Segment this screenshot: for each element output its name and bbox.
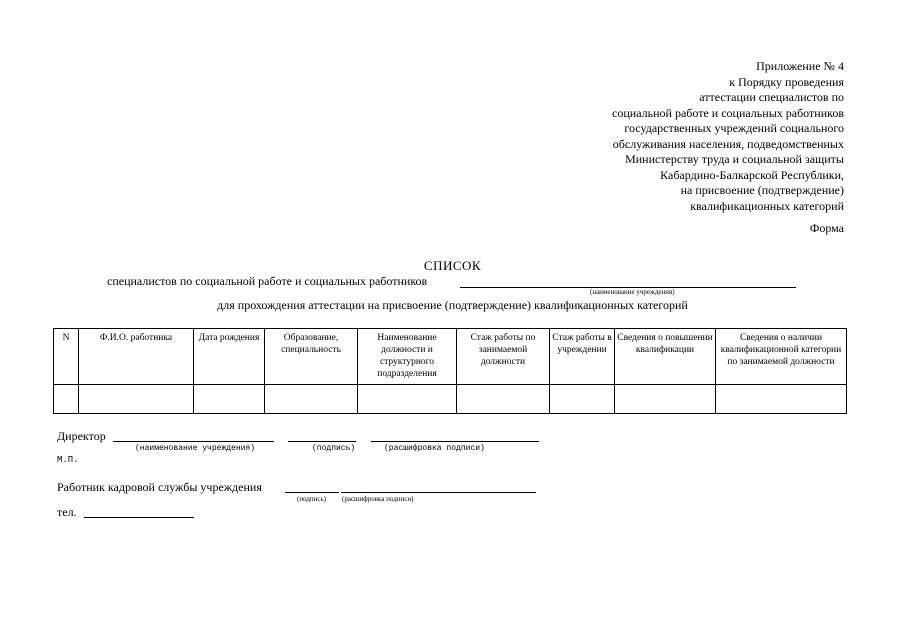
appendix-line: социальной работе и социальных работников <box>612 105 844 120</box>
subtitle-line-2: для прохождения аттестации на присвоение (подтверждение) квалификационных категорий <box>217 298 688 312</box>
table-cell[interactable] <box>194 385 265 414</box>
appendix-line: государственных учреждений социального <box>624 121 844 135</box>
table-cell[interactable] <box>615 385 716 414</box>
header-number: N <box>54 329 79 385</box>
hr-decode-caption: (расшифровка подписи) <box>342 495 414 503</box>
appendix-line: обслуживания населения, подведомственных <box>612 136 844 151</box>
appendix-header <box>504 59 844 214</box>
header-full-name: Ф.И.О. работника <box>79 329 194 385</box>
header-birth-date: Дата рождения <box>194 329 265 385</box>
table-cell[interactable] <box>79 385 194 414</box>
header-education: Образование, специальность <box>265 329 358 385</box>
table-cell[interactable] <box>54 385 79 414</box>
hr-signature-line[interactable] <box>285 492 339 493</box>
document-title: СПИСОК <box>423 258 482 273</box>
director-decode-caption: (расшифровка подписи) <box>384 444 485 453</box>
table-cell[interactable] <box>550 385 615 414</box>
institution-caption: (наименование учреждения) <box>590 288 675 296</box>
appendix-line: Приложение № 4 <box>756 59 844 73</box>
appendix-line: квалификационных категорий <box>690 198 844 213</box>
form-label: Форма <box>809 221 844 235</box>
director-institution-line[interactable] <box>113 441 274 442</box>
table-row <box>54 385 847 414</box>
header-qualification-category: Сведения о наличии квалификационной категории по занимаемой должности <box>716 329 847 385</box>
director-label: Директор <box>57 429 106 443</box>
hr-signature-caption: (подпись) <box>297 495 327 503</box>
stamp-label: М.П. <box>57 455 79 465</box>
table-cell[interactable] <box>358 385 457 414</box>
director-signature-line[interactable] <box>288 441 356 442</box>
director-decode-line[interactable] <box>371 441 539 442</box>
header-position: Наименование должности и структурного подразделения <box>358 329 457 385</box>
subtitle-line-1: специалистов по социальной работе и социальных работников <box>107 274 428 288</box>
employee-list-table <box>53 328 847 414</box>
header-position-tenure: Стаж работы по занимаемой должности <box>457 329 550 385</box>
table-cell[interactable] <box>457 385 550 414</box>
director-institution-caption: (наименование учреждения) <box>135 444 256 453</box>
director-signature-caption: (подпись) <box>312 444 356 453</box>
phone-label: тел. <box>57 505 77 519</box>
table-header-row <box>54 329 847 385</box>
appendix-line: на присвоение (подтверждение) <box>680 183 844 197</box>
appendix-line: Министерству труда и социальной защиты <box>625 152 844 166</box>
header-qualification-upgrade: Сведения о повышении квалификации <box>615 329 716 385</box>
appendix-line: к Порядку проведения <box>729 74 844 89</box>
appendix-line: Кабардино-Балкарской Республики, <box>660 167 844 182</box>
header-institution-tenure: Стаж работы в учреждении <box>550 329 615 385</box>
hr-decode-line[interactable] <box>341 492 536 493</box>
phone-line[interactable] <box>84 517 194 518</box>
hr-label: Работник кадровой службы учреждения <box>57 480 262 494</box>
table-cell[interactable] <box>716 385 847 414</box>
table-cell[interactable] <box>265 385 358 414</box>
appendix-line: аттестации специалистов по <box>699 90 844 104</box>
